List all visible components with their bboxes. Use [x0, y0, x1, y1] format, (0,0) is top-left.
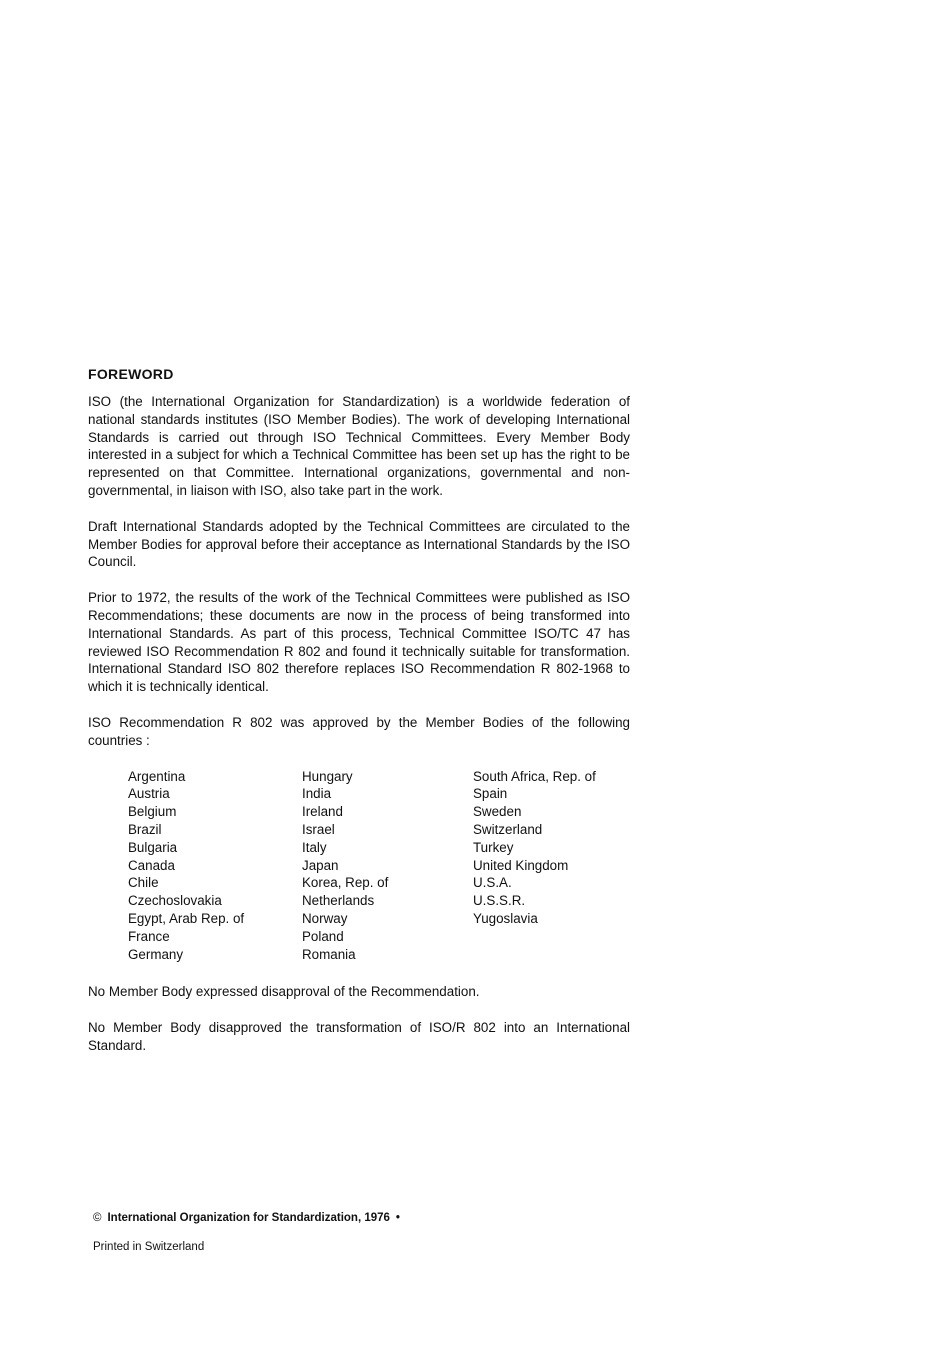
printed-in: Printed in Switzerland — [93, 1241, 205, 1253]
country-item: France — [128, 928, 170, 944]
country-item: South Africa, Rep. of — [473, 768, 596, 784]
country-item: Italy — [302, 839, 327, 855]
countries-column-1 — [128, 768, 302, 964]
copyright-notice — [93, 1212, 400, 1224]
country-item: Canada — [128, 857, 175, 873]
foreword-heading: FOREWORD — [88, 366, 174, 382]
country-item: Czechoslovakia — [128, 893, 222, 909]
paragraph-no-disapproval-transformation: No Member Body disapproved the transformation of ISO/R 802 into an International Standard. — [88, 1020, 630, 1053]
country-item: Belgium — [128, 804, 177, 820]
bullet-mark: • — [395, 1212, 400, 1224]
country-item: Germany — [128, 946, 184, 962]
countries-column-3 — [473, 768, 630, 964]
paragraph-approval: ISO Recommendation R 802 was approved by the Member Bodies of the following countries : — [88, 714, 630, 748]
countries-column-2 — [302, 768, 473, 964]
country-item: United Kingdom — [473, 857, 569, 873]
country-item: Israel — [302, 821, 335, 837]
paragraph-iso-intro: ISO (the International Organization for Standardization) is a worldwide federation of national standards institutes (ISO Member Bodies). The work of developing International Standards is carried out through ISO Technical Committees. Every Member Body interested in a subject for which a Technical Committee has been set up has the right to be represented on that Committee. International organizations, governmental and non-governmental, in liaison with ISO, also take part in the work. — [88, 394, 630, 498]
country-item: Korea, Rep. of — [302, 875, 389, 891]
country-item: U.S.S.R. — [473, 893, 526, 909]
foreword-section — [88, 366, 630, 1073]
country-item: Austria — [128, 786, 170, 802]
country-item: Bulgaria — [128, 839, 178, 855]
country-item: Romania — [302, 946, 356, 962]
paragraph-transformation: Prior to 1972, the results of the work of the Technical Committees were published as ISO Recommendations; these documents are now in the process of being transformed into International Standards. As part of this process, Technical Committee ISO/TC 47 has reviewed ISO Recommendation R 802 and found it technically suitable for transformation. International Standard ISO 802 therefore replaces ISO Recommendation R 802-1968 to which it is technically identical. — [88, 590, 630, 695]
country-item: India — [302, 786, 332, 802]
country-item: Hungary — [302, 768, 353, 784]
country-item: Poland — [302, 928, 344, 944]
country-item: Chile — [128, 875, 159, 891]
country-item: Japan — [302, 857, 339, 873]
country-item: Argentina — [128, 768, 186, 784]
copyright-text: International Organization for Standardization, 1976 — [107, 1212, 390, 1224]
country-item: Yugoslavia — [473, 910, 538, 926]
country-item: Ireland — [302, 804, 343, 820]
country-item: Netherlands — [302, 893, 375, 909]
country-item: Switzerland — [473, 821, 543, 837]
country-item: U.S.A. — [473, 875, 512, 891]
copyright-symbol: © — [93, 1212, 102, 1224]
countries-list — [128, 768, 630, 964]
country-item: Turkey — [473, 839, 514, 855]
country-item: Sweden — [473, 804, 522, 820]
paragraph-no-disapproval: No Member Body expressed disapproval of the Recommendation. — [88, 984, 480, 1000]
paragraph-draft-standards: Draft International Standards adopted by the Technical Committees are circulated to the Member Bodies for approval before their acceptance as International Standards by the ISO Council. — [88, 518, 630, 570]
country-item: Spain — [473, 786, 508, 802]
country-item: Norway — [302, 910, 348, 926]
country-item: Brazil — [128, 821, 162, 837]
country-item: Egypt, Arab Rep. of — [128, 910, 245, 926]
